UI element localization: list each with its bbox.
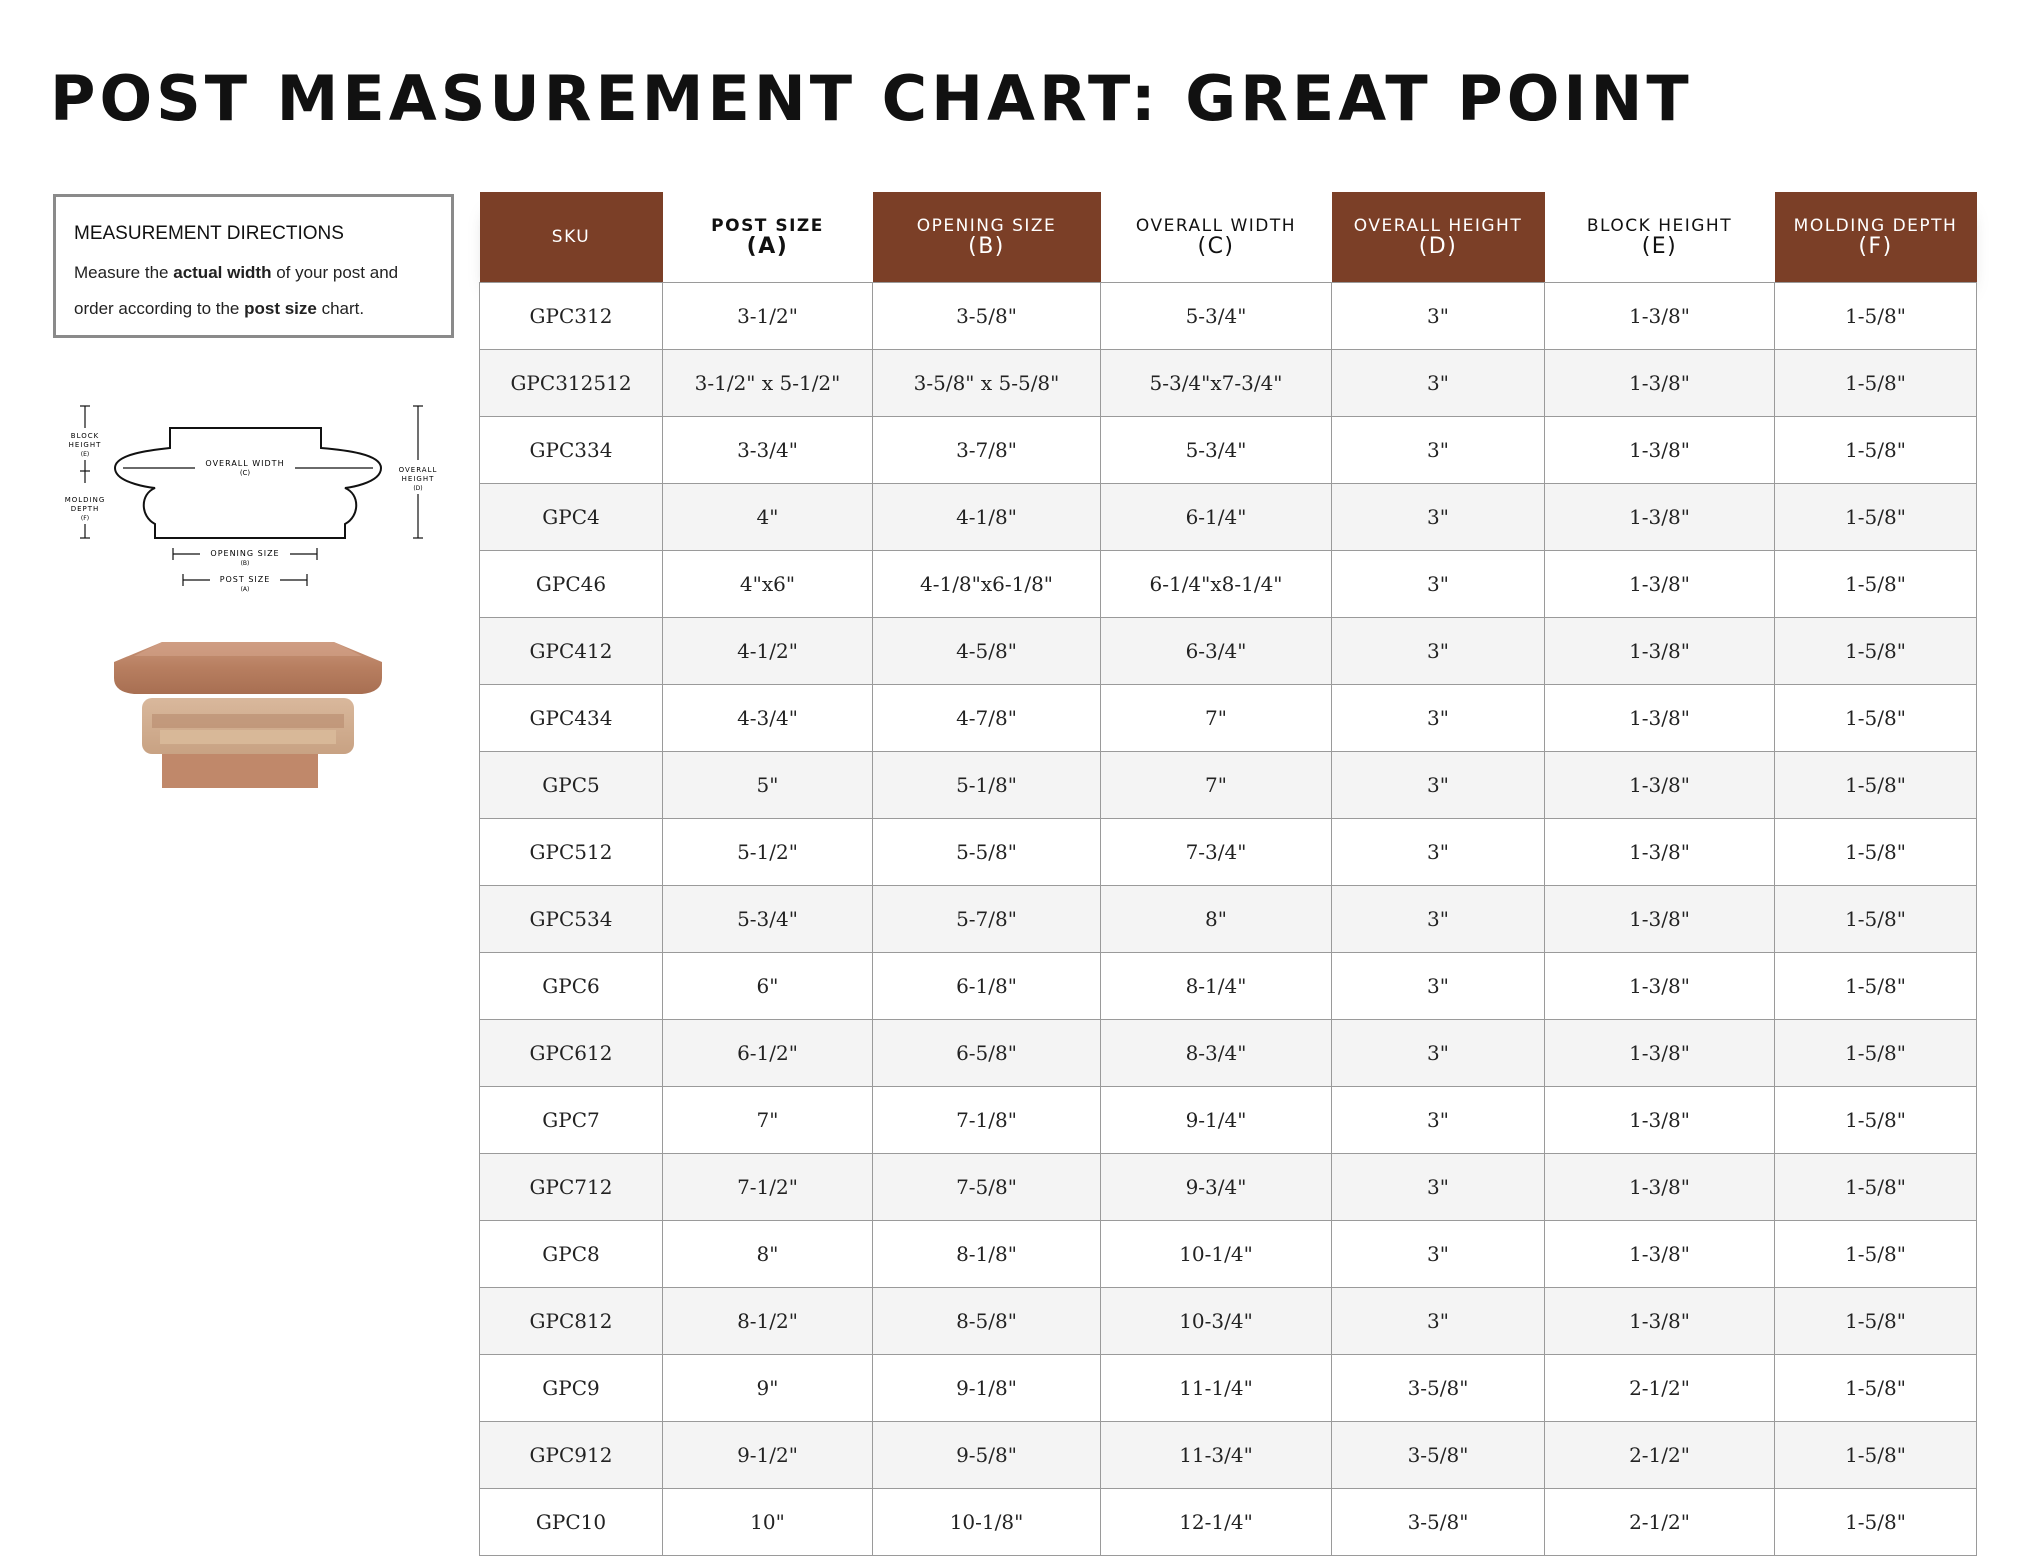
cell-block-height: 2-1/2" bbox=[1545, 1355, 1775, 1422]
cell-post-size: 10" bbox=[663, 1489, 873, 1556]
cell-overall-height: 3" bbox=[1332, 1087, 1545, 1154]
cell-molding-depth: 1-5/8" bbox=[1775, 752, 1977, 819]
cell-opening-size: 6-5/8" bbox=[873, 1020, 1101, 1087]
cell-block-height: 1-3/8" bbox=[1545, 685, 1775, 752]
cell-opening-size: 5-1/8" bbox=[873, 752, 1101, 819]
table-row bbox=[480, 1489, 1977, 1556]
cell-block-height: 1-3/8" bbox=[1545, 283, 1775, 350]
post-size-label: POST SIZE bbox=[219, 575, 271, 584]
measurement-table-container bbox=[479, 192, 1976, 1556]
cell-molding-depth: 1-5/8" bbox=[1775, 350, 1977, 417]
cell-opening-size: 5-5/8" bbox=[873, 819, 1101, 886]
cell-block-height: 1-3/8" bbox=[1545, 1154, 1775, 1221]
measurement-directions-box bbox=[53, 194, 454, 338]
cell-overall-height: 3-5/8" bbox=[1332, 1355, 1545, 1422]
cell-overall-height: 3" bbox=[1332, 350, 1545, 417]
cell-overall-width: 11-3/4" bbox=[1101, 1422, 1332, 1489]
header-block-height: BLOCK HEIGHT (E) bbox=[1545, 192, 1775, 283]
molding-depth-label-line2: DEPTH bbox=[70, 505, 100, 513]
cell-molding-depth: 1-5/8" bbox=[1775, 618, 1977, 685]
table-row bbox=[480, 484, 1977, 551]
cell-block-height: 1-3/8" bbox=[1545, 953, 1775, 1020]
overall-width-label: OVERALL WIDTH bbox=[205, 459, 285, 468]
cell-molding-depth: 1-5/8" bbox=[1775, 551, 1977, 618]
cell-opening-size: 7-5/8" bbox=[873, 1154, 1101, 1221]
cell-overall-width: 8-1/4" bbox=[1101, 953, 1332, 1020]
cell-molding-depth: 1-5/8" bbox=[1775, 1422, 1977, 1489]
table-row bbox=[480, 1087, 1977, 1154]
cell-post-size: 6" bbox=[663, 953, 873, 1020]
table-row bbox=[480, 1422, 1977, 1489]
cell-molding-depth: 1-5/8" bbox=[1775, 283, 1977, 350]
cell-opening-size: 4-1/8" bbox=[873, 484, 1101, 551]
block-height-letter: (E) bbox=[80, 451, 90, 458]
cell-overall-width: 10-1/4" bbox=[1101, 1221, 1332, 1288]
cell-sku: GPC712 bbox=[480, 1154, 663, 1221]
cell-overall-height: 3-5/8" bbox=[1332, 1422, 1545, 1489]
table-row bbox=[480, 953, 1977, 1020]
cell-block-height: 1-3/8" bbox=[1545, 1221, 1775, 1288]
overall-width-letter: (C) bbox=[239, 469, 251, 477]
table-row bbox=[480, 819, 1977, 886]
overall-height-label-line2: HEIGHT bbox=[401, 475, 435, 483]
header-overall-width: OVERALL WIDTH (C) bbox=[1101, 192, 1332, 283]
table-row bbox=[480, 417, 1977, 484]
table-row bbox=[480, 1221, 1977, 1288]
cell-block-height: 2-1/2" bbox=[1545, 1422, 1775, 1489]
cell-sku: GPC10 bbox=[480, 1489, 663, 1556]
cell-molding-depth: 1-5/8" bbox=[1775, 1288, 1977, 1355]
cell-sku: GPC434 bbox=[480, 685, 663, 752]
cell-overall-height: 3" bbox=[1332, 484, 1545, 551]
opening-size-letter: (B) bbox=[240, 560, 250, 567]
cell-block-height: 1-3/8" bbox=[1545, 1020, 1775, 1087]
cell-opening-size: 3-5/8" bbox=[873, 283, 1101, 350]
cell-overall-height: 3" bbox=[1332, 1221, 1545, 1288]
overall-height-label-line1: OVERALL bbox=[398, 466, 438, 474]
cell-post-size: 4"x6" bbox=[663, 551, 873, 618]
measurement-table bbox=[479, 192, 1977, 1556]
cell-opening-size: 10-1/8" bbox=[873, 1489, 1101, 1556]
cell-molding-depth: 1-5/8" bbox=[1775, 417, 1977, 484]
cell-molding-depth: 1-5/8" bbox=[1775, 1489, 1977, 1556]
overall-height-letter: (D) bbox=[413, 485, 423, 492]
cell-overall-height: 3" bbox=[1332, 1020, 1545, 1087]
cell-block-height: 1-3/8" bbox=[1545, 819, 1775, 886]
directions-emphasis-post-size: post size bbox=[244, 299, 317, 318]
cell-block-height: 1-3/8" bbox=[1545, 886, 1775, 953]
table-row bbox=[480, 283, 1977, 350]
cell-overall-width: 10-3/4" bbox=[1101, 1288, 1332, 1355]
cell-sku: GPC512 bbox=[480, 819, 663, 886]
cell-overall-height: 3" bbox=[1332, 752, 1545, 819]
cell-opening-size: 9-1/8" bbox=[873, 1355, 1101, 1422]
cell-molding-depth: 1-5/8" bbox=[1775, 685, 1977, 752]
cell-sku: GPC312 bbox=[480, 283, 663, 350]
cell-post-size: 8" bbox=[663, 1221, 873, 1288]
cell-post-size: 4-1/2" bbox=[663, 618, 873, 685]
header-molding-depth: MOLDING DEPTH (F) bbox=[1775, 192, 1977, 283]
directions-text-part: chart. bbox=[316, 299, 365, 318]
cell-overall-height: 3" bbox=[1332, 819, 1545, 886]
table-row bbox=[480, 1288, 1977, 1355]
opening-size-label: OPENING SIZE bbox=[210, 549, 280, 558]
cell-overall-height: 3" bbox=[1332, 551, 1545, 618]
cell-molding-depth: 1-5/8" bbox=[1775, 1154, 1977, 1221]
cell-block-height: 1-3/8" bbox=[1545, 551, 1775, 618]
cell-molding-depth: 1-5/8" bbox=[1775, 886, 1977, 953]
header-opening-size: OPENING SIZE (B) bbox=[873, 192, 1101, 283]
cell-post-size: 5-1/2" bbox=[663, 819, 873, 886]
post-cap-dimension-diagram bbox=[55, 398, 455, 593]
cell-post-size: 8-1/2" bbox=[663, 1288, 873, 1355]
cell-post-size: 3-1/2" bbox=[663, 283, 873, 350]
table-row bbox=[480, 1020, 1977, 1087]
cell-molding-depth: 1-5/8" bbox=[1775, 1355, 1977, 1422]
cell-opening-size: 6-1/8" bbox=[873, 953, 1101, 1020]
cell-molding-depth: 1-5/8" bbox=[1775, 1221, 1977, 1288]
header-post-size: POST SIZE (A) bbox=[663, 192, 873, 283]
cell-sku: GPC812 bbox=[480, 1288, 663, 1355]
cell-overall-width: 11-1/4" bbox=[1101, 1355, 1332, 1422]
cell-overall-width: 12-1/4" bbox=[1101, 1489, 1332, 1556]
cell-sku: GPC8 bbox=[480, 1221, 663, 1288]
cell-overall-width: 5-3/4"x7-3/4" bbox=[1101, 350, 1332, 417]
cell-sku: GPC6 bbox=[480, 953, 663, 1020]
cell-overall-width: 5-3/4" bbox=[1101, 283, 1332, 350]
cell-sku: GPC46 bbox=[480, 551, 663, 618]
table-header-row bbox=[480, 192, 1977, 283]
cell-opening-size: 9-5/8" bbox=[873, 1422, 1101, 1489]
cell-molding-depth: 1-5/8" bbox=[1775, 953, 1977, 1020]
cell-molding-depth: 1-5/8" bbox=[1775, 484, 1977, 551]
cell-post-size: 5-3/4" bbox=[663, 886, 873, 953]
cell-overall-height: 3" bbox=[1332, 886, 1545, 953]
cell-overall-width: 5-3/4" bbox=[1101, 417, 1332, 484]
cell-opening-size: 5-7/8" bbox=[873, 886, 1101, 953]
cell-sku: GPC4 bbox=[480, 484, 663, 551]
cell-post-size: 4-3/4" bbox=[663, 685, 873, 752]
cell-sku: GPC312512 bbox=[480, 350, 663, 417]
block-height-label-line2: HEIGHT bbox=[68, 441, 102, 449]
cell-opening-size: 4-1/8"x6-1/8" bbox=[873, 551, 1101, 618]
cell-block-height: 1-3/8" bbox=[1545, 1288, 1775, 1355]
table-row bbox=[480, 551, 1977, 618]
molding-depth-letter: (F) bbox=[80, 515, 90, 522]
cell-sku: GPC412 bbox=[480, 618, 663, 685]
cell-overall-height: 3" bbox=[1332, 417, 1545, 484]
cell-molding-depth: 1-5/8" bbox=[1775, 1087, 1977, 1154]
table-body bbox=[480, 283, 1977, 1556]
cell-block-height: 1-3/8" bbox=[1545, 752, 1775, 819]
cell-block-height: 1-3/8" bbox=[1545, 618, 1775, 685]
cell-post-size: 6-1/2" bbox=[663, 1020, 873, 1087]
header-sku: SKU bbox=[480, 192, 663, 283]
cell-block-height: 1-3/8" bbox=[1545, 350, 1775, 417]
cell-overall-width: 9-1/4" bbox=[1101, 1087, 1332, 1154]
cell-sku: GPC5 bbox=[480, 752, 663, 819]
cell-overall-width: 9-3/4" bbox=[1101, 1154, 1332, 1221]
cell-post-size: 5" bbox=[663, 752, 873, 819]
table-row bbox=[480, 1355, 1977, 1422]
cell-sku: GPC534 bbox=[480, 886, 663, 953]
cell-opening-size: 4-5/8" bbox=[873, 618, 1101, 685]
directions-text bbox=[74, 255, 433, 327]
cell-post-size: 7" bbox=[663, 1087, 873, 1154]
cell-overall-width: 6-1/4"x8-1/4" bbox=[1101, 551, 1332, 618]
molding-depth-label-line1: MOLDING bbox=[64, 496, 106, 504]
page-title: POST MEASUREMENT CHART: GREAT POINT bbox=[50, 62, 1693, 135]
cell-post-size: 9" bbox=[663, 1355, 873, 1422]
cell-overall-width: 6-1/4" bbox=[1101, 484, 1332, 551]
directions-text-part: Measure the bbox=[74, 263, 174, 282]
post-size-letter: (A) bbox=[240, 586, 250, 593]
cell-opening-size: 3-5/8" x 5-5/8" bbox=[873, 350, 1101, 417]
cell-sku: GPC912 bbox=[480, 1422, 663, 1489]
table-row bbox=[480, 618, 1977, 685]
cell-block-height: 1-3/8" bbox=[1545, 1087, 1775, 1154]
post-cap-product-image bbox=[112, 636, 384, 788]
cell-opening-size: 3-7/8" bbox=[873, 417, 1101, 484]
cell-overall-height: 3" bbox=[1332, 1154, 1545, 1221]
cell-overall-height: 3" bbox=[1332, 953, 1545, 1020]
cell-block-height: 1-3/8" bbox=[1545, 484, 1775, 551]
directions-text-part: order according to the bbox=[74, 299, 245, 318]
directions-emphasis-actual-width: actual width bbox=[173, 263, 272, 282]
cell-overall-height: 3" bbox=[1332, 685, 1545, 752]
cell-sku: GPC9 bbox=[480, 1355, 663, 1422]
cell-opening-size: 7-1/8" bbox=[873, 1087, 1101, 1154]
cell-overall-width: 6-3/4" bbox=[1101, 618, 1332, 685]
table-row bbox=[480, 685, 1977, 752]
cell-overall-width: 8-3/4" bbox=[1101, 1020, 1332, 1087]
cell-molding-depth: 1-5/8" bbox=[1775, 1020, 1977, 1087]
table-row bbox=[480, 886, 1977, 953]
block-height-label-line1: BLOCK bbox=[70, 432, 100, 440]
cell-overall-height: 3" bbox=[1332, 1288, 1545, 1355]
cell-overall-width: 7-3/4" bbox=[1101, 819, 1332, 886]
cell-overall-width: 7" bbox=[1101, 685, 1332, 752]
cell-block-height: 1-3/8" bbox=[1545, 417, 1775, 484]
cell-sku: GPC612 bbox=[480, 1020, 663, 1087]
directions-text-part: of your post and bbox=[271, 263, 399, 282]
cell-opening-size: 8-5/8" bbox=[873, 1288, 1101, 1355]
cell-molding-depth: 1-5/8" bbox=[1775, 819, 1977, 886]
directions-heading: MEASUREMENT DIRECTIONS bbox=[74, 223, 344, 244]
cell-overall-height: 3" bbox=[1332, 283, 1545, 350]
cell-sku: GPC7 bbox=[480, 1087, 663, 1154]
cell-post-size: 4" bbox=[663, 484, 873, 551]
cell-post-size: 7-1/2" bbox=[663, 1154, 873, 1221]
cell-overall-width: 7" bbox=[1101, 752, 1332, 819]
cell-post-size: 9-1/2" bbox=[663, 1422, 873, 1489]
cell-overall-height: 3-5/8" bbox=[1332, 1489, 1545, 1556]
table-row bbox=[480, 752, 1977, 819]
cell-overall-height: 3" bbox=[1332, 618, 1545, 685]
cell-post-size: 3-1/2" x 5-1/2" bbox=[663, 350, 873, 417]
cell-sku: GPC334 bbox=[480, 417, 663, 484]
cell-post-size: 3-3/4" bbox=[663, 417, 873, 484]
cell-opening-size: 4-7/8" bbox=[873, 685, 1101, 752]
cell-block-height: 2-1/2" bbox=[1545, 1489, 1775, 1556]
cell-overall-width: 8" bbox=[1101, 886, 1332, 953]
table-row bbox=[480, 350, 1977, 417]
cell-opening-size: 8-1/8" bbox=[873, 1221, 1101, 1288]
header-overall-height: OVERALL HEIGHT (D) bbox=[1332, 192, 1545, 283]
table-row bbox=[480, 1154, 1977, 1221]
